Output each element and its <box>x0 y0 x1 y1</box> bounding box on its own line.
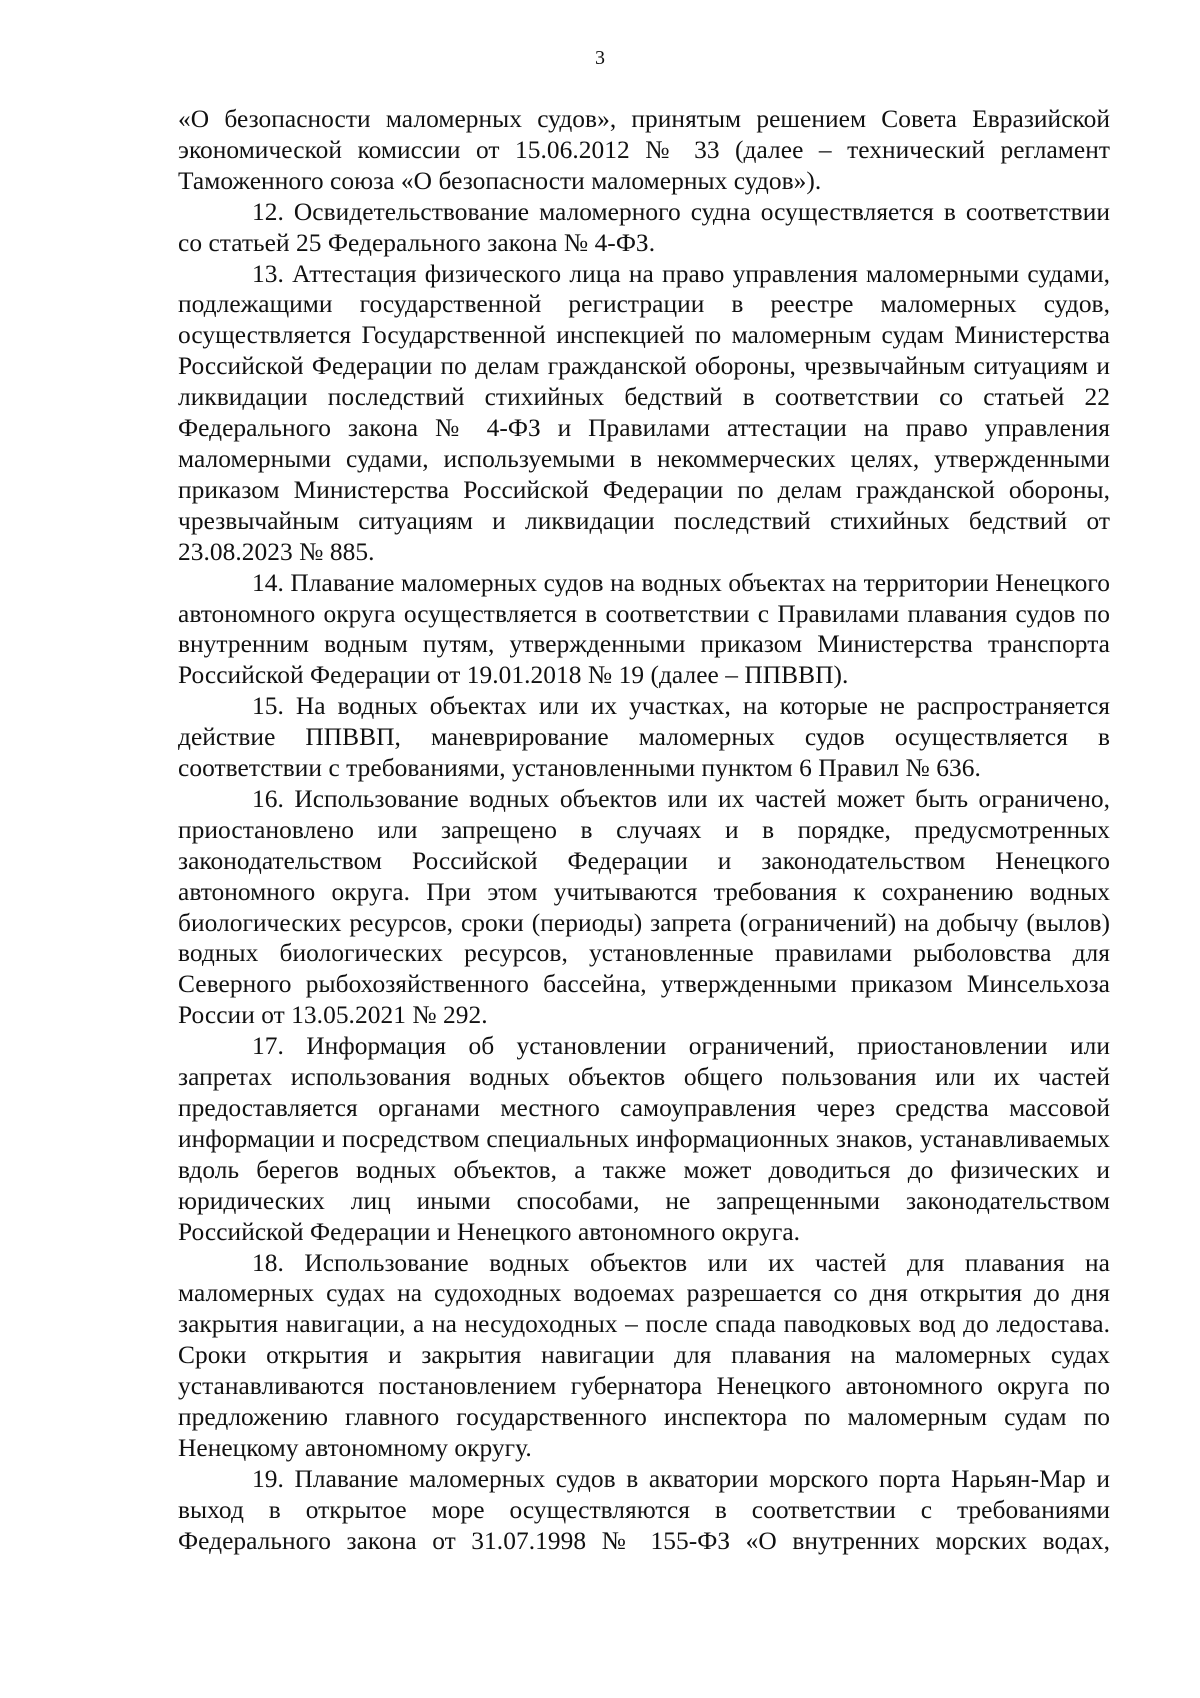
paragraph-continuation: «О безопасности маломерных судов», принятым решением Совета Евразийской экономической комиссии от 15.06.2012 № 33 (далее – технический регламент Таможенного союза «О безопасности маломерных судов»). <box>178 105 1110 195</box>
paragraph-item-12: 12. Освидетельствование маломерного судна осуществляется в соответствии со статьей 25 Федерального закона № 4-ФЗ. <box>178 197 1110 257</box>
paragraph-item-13: 13. Аттестация физического лица на право управления маломерными судами, подлежащими государственной регистрации в реестре маломерных судов, осуществляется Государственной инспекцией по маломерным судам Министерства Российской Федерации по делам гражданской обороны, чрезвычайным ситуациям и ликвидации последствий стихийных бедствий в соответствии со статьей 22 Федерального закона № 4-ФЗ и Правилами аттестации на право управления маломерными судами, используемыми в некоммерческих целях, утвержденными приказом Министерства Российской Федерации по делам гражданской обороны, чрезвычайным ситуациям и ликвидации последствий стихийных бедствий от 23.08.2023 № 885. <box>178 259 1110 566</box>
paragraph-item-17: 17. Информация об установлении ограничений, приостановлении или запретах использования водных объектов общего пользования или их частей предоставляется органами местного самоуправления через средства массовой информации и посредством специальных информационных знаков, устанавливаемых вдоль берегов водных объектов, а также может доводиться до физических и юридических лиц иными способами, не запрещенными законодательством Российской Федерации и Ненецкого автономного округа. <box>178 1032 1110 1246</box>
page-number: 3 <box>595 47 605 69</box>
paragraph-item-14: 14. Плавание маломерных судов на водных объектах на территории Ненецкого автономного округа осуществляется в соответствии с Правилами плавания судов по внутренним водным путям, утвержденными приказом Министерства транспорта Российской Федерации от 19.01.2018 № 19 (далее – ППВВП). <box>178 568 1110 690</box>
paragraph-item-16: 16. Использование водных объектов или их частей может быть ограничено, приостановлено или запрещено в случаях и в порядке, предусмотренных законодательством Российской Федерации и законодательством Ненецкого автономного округа. При этом учитываются требования к сохранению водных биологических ресурсов, сроки (периоды) запрета (ограничений) на добычу (вылов) водных биологических ресурсов, установленные правилами рыболовства для Северного рыбохозяйственного бассейна, утвержденными приказом Минсельхоза России от 13.05.2021 № 292. <box>178 784 1110 1030</box>
paragraph-item-19: 19. Плавание маломерных судов в акватории морского порта Нарьян-Мар и выход в открытое море осуществляются в соответствии с требованиями Федерального закона от 31.07.1998 № 155-ФЗ «О внутренних морских водах, <box>178 1464 1110 1555</box>
paragraph-item-15: 15. На водных объектах или их участках, на которые не распространяется действие ППВВП, маневрирование маломерных судов осуществляется в соответствии с требованиями, установленными пунктом 6 Правил № 636. <box>178 692 1110 783</box>
document-body <box>178 104 1110 1557</box>
paragraph-item-18: 18. Использование водных объектов или их частей для плавания на маломерных судах на судоходных водоемах разрешается со дня открытия до дня закрытия навигации, а на несудоходных – после спада паводковых вод до ледостава. Сроки открытия и закрытия навигации для плавания на маломерных судах устанавливаются постановлением губернатора Ненецкого автономного округа по предложению главного государственного инспектора по маломерным судам по Ненецкому автономному округу. <box>178 1248 1110 1462</box>
